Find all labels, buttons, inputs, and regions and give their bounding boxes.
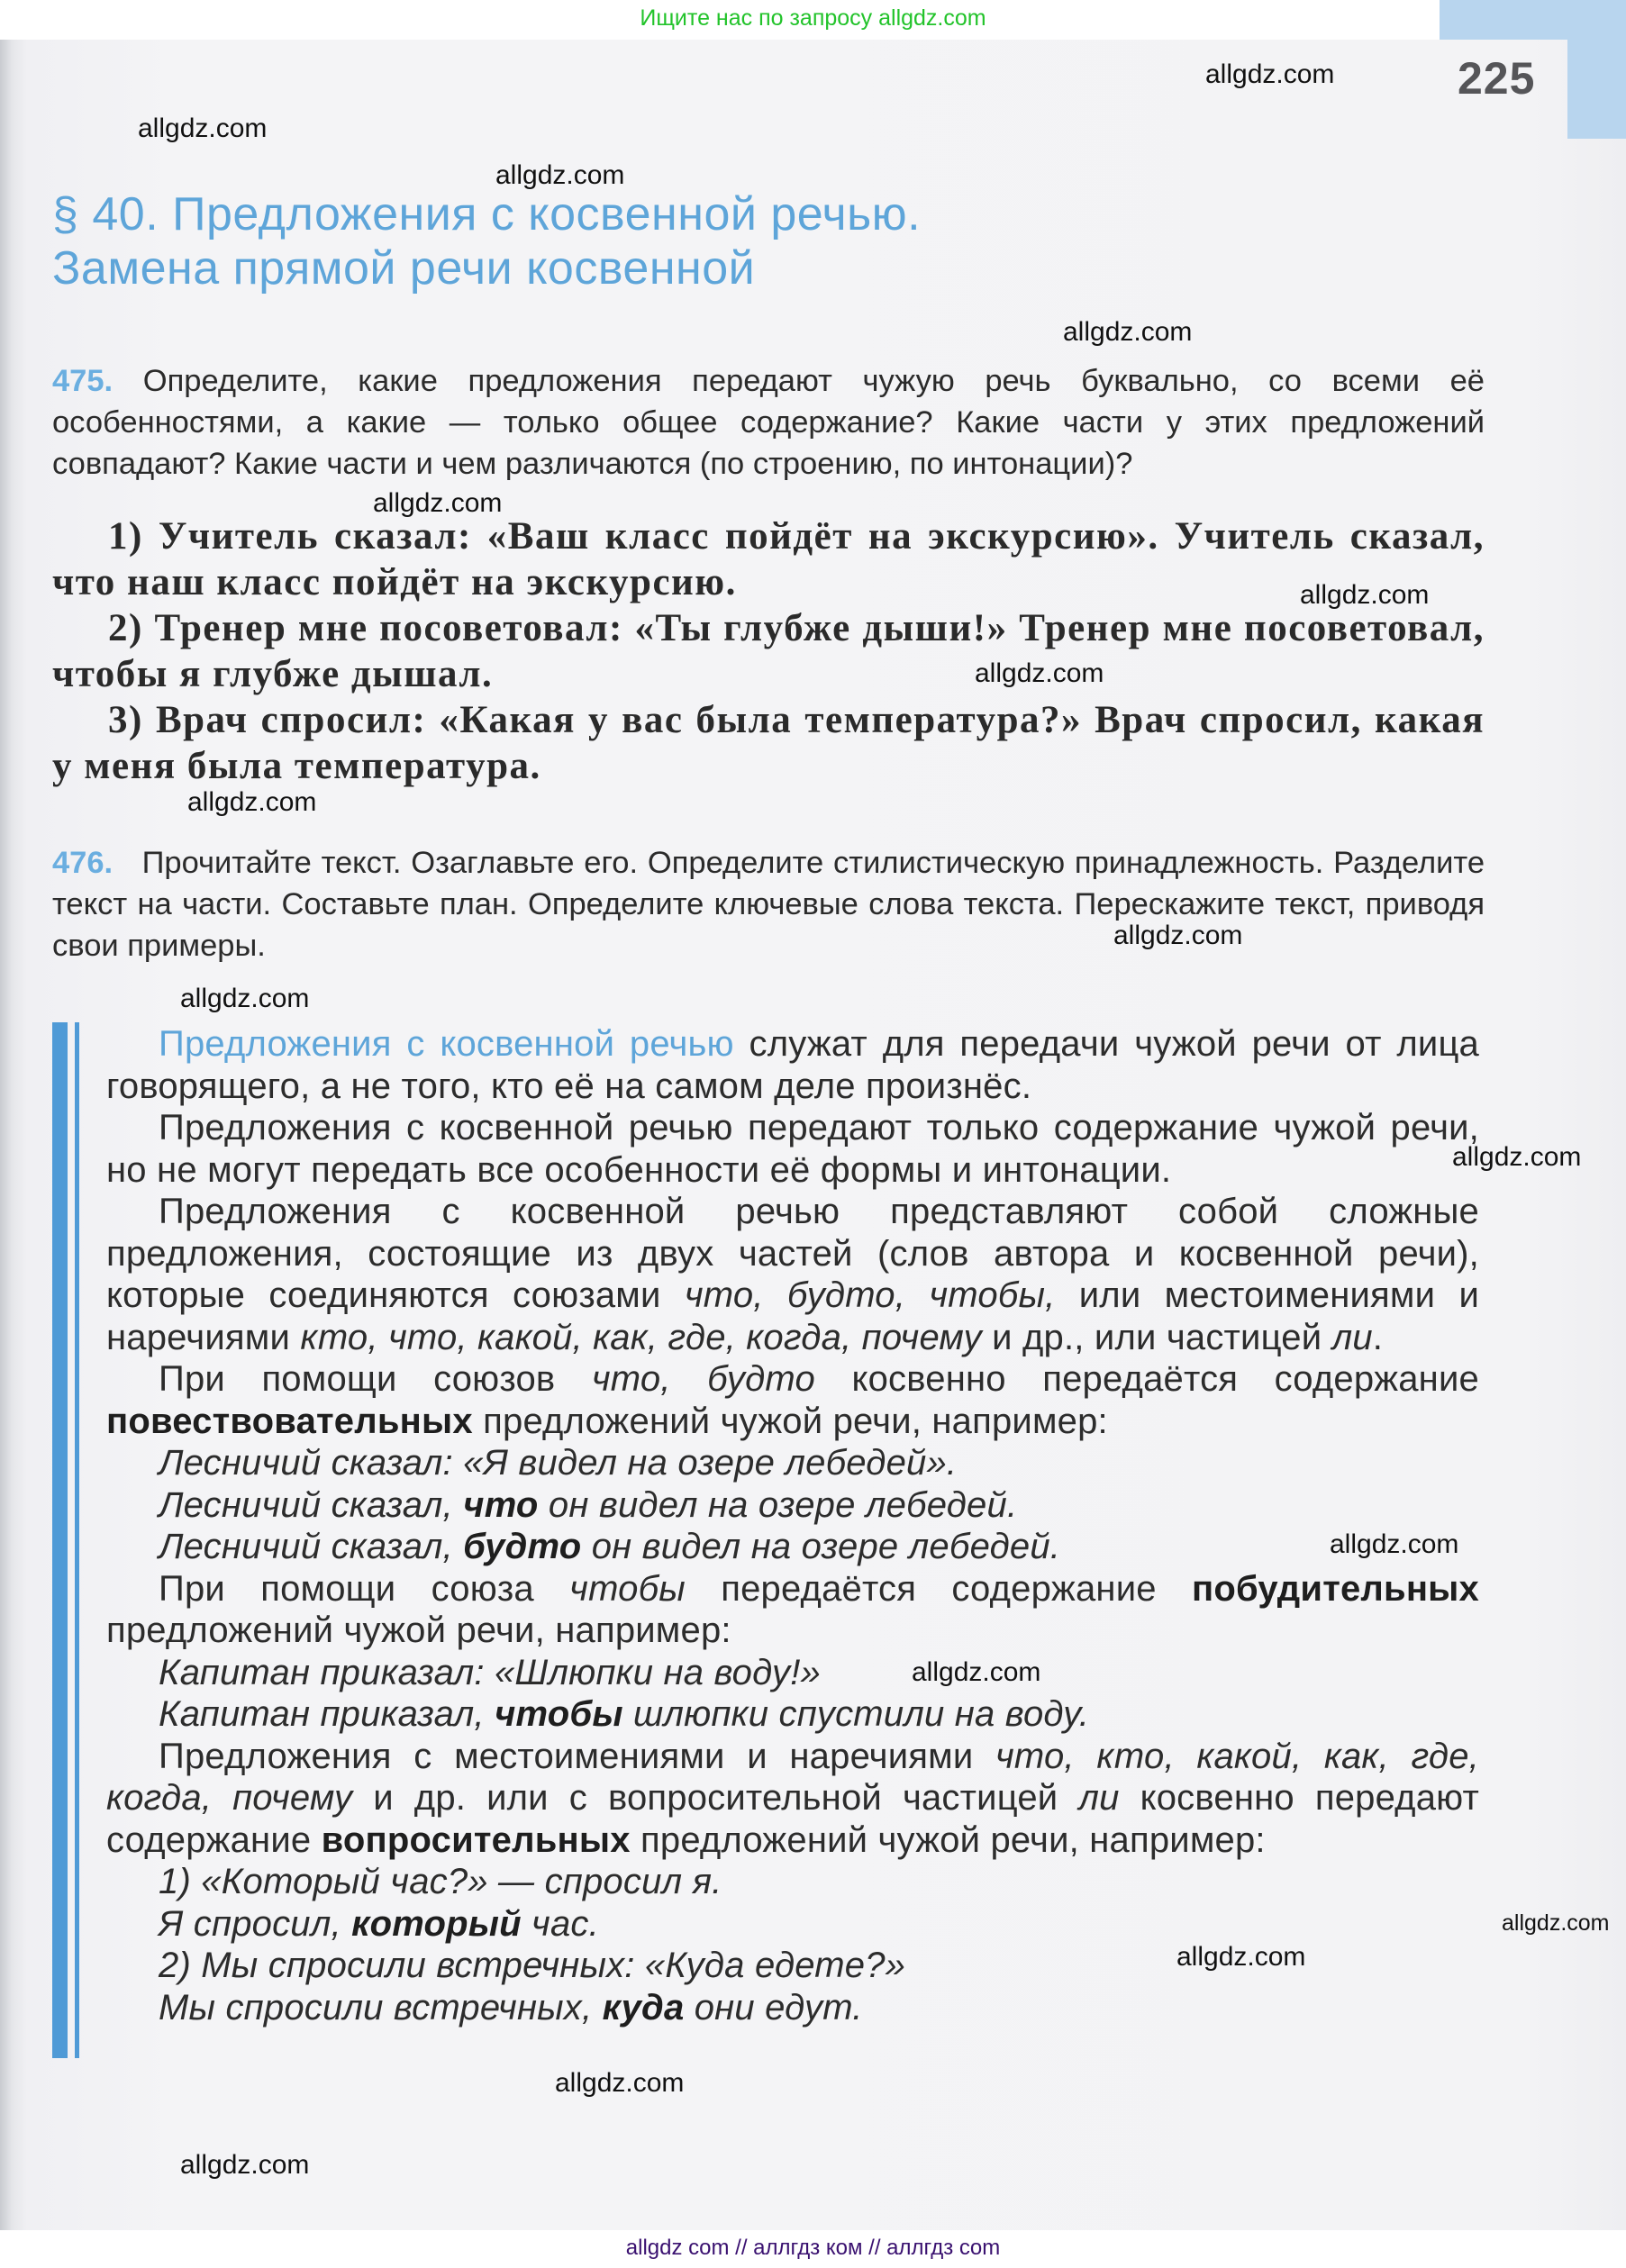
watermark[interactable]: allgdz.com (1452, 1142, 1582, 1172)
rule-paragraph (106, 1568, 1479, 1652)
page-tab-decoration (1440, 0, 1626, 40)
rule-example (106, 1903, 1479, 1946)
rule-bold: вопросительных (321, 1819, 631, 1860)
top-banner: Ищите нас по запросу allgdz.com (0, 0, 1626, 40)
watermark[interactable]: allgdz.com (373, 488, 503, 518)
section-title-line-2: Замена прямой речи косвенной (52, 242, 756, 295)
watermark[interactable]: allgdz.com (975, 658, 1104, 688)
rule-example: 1) «Который час?» — спросил я. (159, 1862, 722, 1901)
exercise-476 (52, 842, 1485, 966)
rule-term: Предложения с косвенной речью (159, 1024, 734, 1064)
rule-italic: чтобы (569, 1568, 686, 1609)
rule-example (106, 1484, 1479, 1527)
rule-example (106, 1987, 1479, 2029)
rule-example (106, 1693, 1479, 1736)
page-tab-decoration-side (1567, 40, 1626, 139)
rule-example: Капитан приказал: «Шлюпки на воду!» (159, 1652, 821, 1692)
rule-text: передаётся содержание (685, 1568, 1192, 1609)
rule-example-text: они едут. (684, 1987, 863, 2028)
watermark[interactable]: allgdz.com (1176, 1942, 1306, 1972)
rule-text: косвенно передают содержание (106, 1778, 1480, 1860)
rule-example: Лесничий сказал: «Я видел на озере лебедей». (159, 1443, 958, 1483)
rule-text: Предложения с местоимениями и наречиями (159, 1736, 996, 1776)
watermark[interactable]: allgdz.com (1113, 921, 1243, 950)
rule-block-bar (52, 1022, 68, 2058)
rule-text: служат для передачи чужой речи от лица говорящего, а не того, кто её на самом деле произнёс. (106, 1024, 1479, 1106)
rule-italic: что, кто, какой, как, где, когда, почему (106, 1736, 1479, 1818)
rule-example-bold: который (351, 1903, 522, 1944)
rule-paragraph (106, 1736, 1479, 1862)
rule-example-text: Я спросил, (159, 1903, 352, 1944)
watermark[interactable]: allgdz.com (1300, 580, 1430, 610)
rule-example-text: он видел на озере лебедей. (538, 1484, 1018, 1525)
rule-italic: что, будто (591, 1359, 815, 1399)
page-number: 225 (1458, 53, 1536, 104)
example-sentence: 1) Учитель сказал: «Ваш класс пойдёт на экскурсию». Учитель сказал, что наш класс пойдёт на экскурсию. (52, 515, 1485, 603)
rule-example-bold: что (463, 1484, 539, 1525)
watermark[interactable]: allgdz.com (912, 1657, 1041, 1687)
exercise-number: 476. (52, 846, 114, 880)
exercise-475 (52, 360, 1485, 485)
rule-text: и др. или с вопросительной частицей (352, 1778, 1079, 1818)
rule-example-bold: чтобы (494, 1694, 623, 1734)
exercise-text: Прочитайте текст. Озаглавьте его. Определите стилистическую принадлежность. Разделите текст на части. Составьте план. Определите ключевые слова текста. Перескажите текст, приводя свои примеры. (52, 846, 1485, 963)
rule-italic: кто, что, какой, как, где, когда, почему (300, 1317, 982, 1357)
watermark[interactable]: allgdz.com (555, 2068, 685, 2098)
exercise-number: 475. (52, 364, 114, 398)
rule-text: Предложения с косвенной речью представляют собой сложные предложения, состоящие из двух частей (слов автора и косвенной речи), которые соединяются союзами (106, 1192, 1479, 1315)
watermark[interactable]: allgdz.com (1502, 1910, 1610, 1936)
bottom-banner: allgdz com // аллгдз ком // аллгдз com (0, 2230, 1626, 2268)
example-sentence: 3) Врач спросил: «Какая у вас была температура?» Врач спросил, какая у меня была температура. (52, 699, 1485, 787)
watermark[interactable]: allgdz.com (180, 2150, 310, 2180)
rule-example-text: час. (521, 1903, 599, 1944)
rule-italic: что, будто, чтобы, (684, 1275, 1056, 1315)
watermark[interactable]: allgdz.com (1063, 317, 1193, 347)
rule-text: предложений чужой речи, например: (106, 1610, 731, 1650)
example-sentence: 2) Тренер мне посоветовал: «Ты глубже дыши!» Тренер мне посоветовал, чтобы я глубже дышал. (52, 607, 1485, 695)
rule-example-text: Лесничий сказал, (159, 1527, 464, 1566)
rule-example (106, 1526, 1479, 1568)
rule-bold: повествовательных (106, 1401, 473, 1441)
rule-text: При помощи союзов (159, 1359, 592, 1399)
section-title-line-1: § 40. Предложения с косвенной речью. (52, 188, 922, 240)
watermark[interactable]: allgdz.com (187, 787, 317, 817)
rule-example-text: Мы спросили встречных, (159, 1987, 603, 2028)
rule-example-text: Капитан приказал, (159, 1694, 495, 1734)
rule-example: 2) Мы спросили встречных: «Куда едете?» (159, 1946, 906, 1985)
rule-italic: ли (1078, 1778, 1120, 1818)
rule-paragraph (106, 1191, 1479, 1358)
rule-text: и др., или частицей (981, 1317, 1332, 1357)
rule-example-bold: будто (463, 1527, 582, 1566)
rule-example-text: шлюпки спустили на воду. (622, 1694, 1090, 1734)
exercise-text: Определите, какие предложения передают чужую речь буквально, со всеми её особенностями, а какие — только общее содержание? Какие части у этих предложений совпадают? Какие части и чем различаются (по строению, по интонации)? (52, 364, 1485, 481)
watermark[interactable]: allgdz.com (1205, 59, 1335, 89)
watermark[interactable]: allgdz.com (138, 113, 268, 143)
section-title (52, 187, 921, 295)
rule-text: При помощи союза (159, 1568, 570, 1609)
rule-paragraph: Предложения с косвенной речью передают только содержание чужой речи, но не могут передать все особенности её формы и интонации. (106, 1108, 1479, 1190)
rule-text: предложений чужой речи, например: (472, 1401, 1108, 1441)
rule-example-bold: куда (602, 1987, 685, 2028)
rule-text: . (1372, 1317, 1384, 1357)
rule-example-text: Лесничий сказал, (159, 1484, 464, 1525)
rule-paragraph (106, 1358, 1479, 1442)
rule-text: или местоимениями и наречиями (106, 1275, 1480, 1357)
rule-paragraph (106, 1023, 1479, 1107)
watermark[interactable]: allgdz.com (180, 984, 310, 1013)
rule-italic: ли (1331, 1317, 1373, 1357)
rule-example-text: он видел на озере лебедей. (581, 1527, 1061, 1566)
exercise-475-examples (52, 513, 1485, 789)
rule-text: предложений чужой речи, например: (630, 1819, 1266, 1860)
watermark[interactable]: allgdz.com (1330, 1529, 1459, 1559)
rule-bold: побудительных (1191, 1568, 1479, 1609)
watermark[interactable]: allgdz.com (495, 160, 625, 190)
rule-block-bar-thin (75, 1022, 79, 2058)
rule-text: косвенно передаётся содержание (814, 1359, 1479, 1399)
rule-block (106, 1023, 1479, 2028)
